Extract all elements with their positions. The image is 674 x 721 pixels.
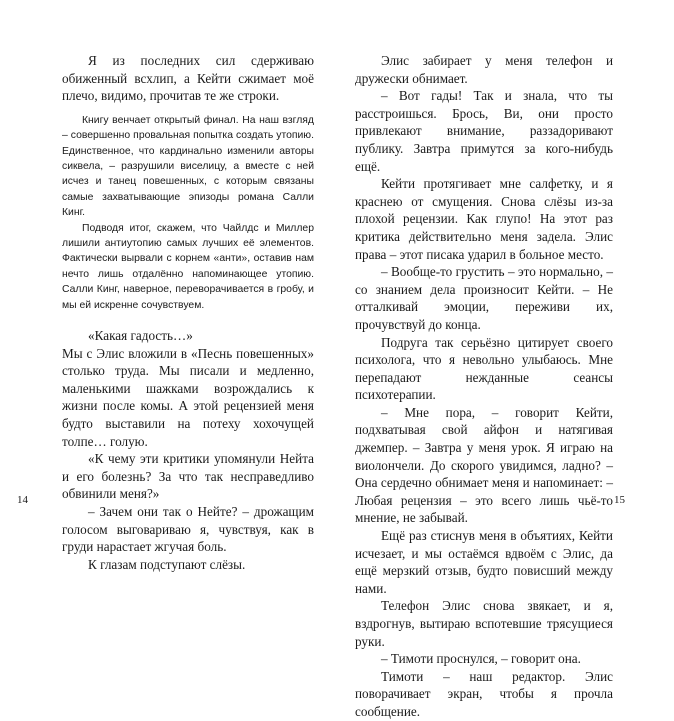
paragraph: Ещё раз стиснув меня в объятиях, Кейти исчезает, и мы остаёмся вдвоём с Элис, да ещё мерзкий отзыв, будто повисший между нами. [355,528,613,596]
paragraph: – Тимоти проснулся, – говорит она. [381,651,581,667]
left-page [0,0,337,572]
left-page-text [62,52,314,573]
right-page-text [355,52,613,721]
page-number: 15 [614,494,625,506]
paragraph: К глазам подступают слёзы. [88,556,246,572]
paragraph: Мы с Элис вложили в «Песнь повешенных» столько труда. Мы писали и медленно, маленькими шажками возрождались к жизни после комы. А этой рецензией меня будто выставили на потеху хохочущей толпе… голую. [62,345,314,449]
review-quote [62,113,314,313]
paragraph: Подруга так серьёзно цитирует своего психолога, что я невольно улыбаюсь. Мне перепадают нежданные сеансы психотерапии. [355,334,613,403]
paragraph: «К чему эти критики упомянули Нейта и его болезнь? За что так несправедливо обвинили меня?» [62,451,314,502]
paragraph: – Зачем они так о Нейте? – дрожащим голосом выговариваю я, чувствуя, как в груди нарастает жгучая боль. [62,504,314,555]
paragraph: – Вообще-то грустить – это нормально, – со знанием дела произносит Кейти. – Не отталкивай эмоции, переживи их, прочувствуй до конца. [355,264,613,332]
quote-paragraph: Подводя итог, скажем, что Чайлдс и Миллер лишили антиутопию самых лучших её элементов. Фактически вырвали с корнем «анти», оставив нам нечто лишь отдалённо напоминающее утопию. Салли Кинг, наверное, переворачивается в гробу, и мы ей искренне сочувствуем. [62,222,314,311]
paragraph: – Вот гады! Так и знала, что ты расстроишься. Брось, Ви, они просто привлекают внимание, раззадоривают публику. Завтра примутся за кого-нибудь ещё. [355,88,613,174]
paragraph: Тимоти – наш редактор. Элис поворачивает экран, чтобы я прочла сообщение. [355,668,613,719]
paragraph: Элис забирает у меня телефон и дружески обнимает. [355,53,613,86]
paragraph: – Мне пора, – говорит Кейти, подхватывая свой айфон и натягивая джемпер. – Завтра у меня урок. Я играю на виолончели. До скорого увидимся, ладно? – Она сердечно обнимает меня и напоминает: – Любая рецензия – это всего лишь чьё-то мнение, не забывай. [355,404,613,526]
paragraph: Кейти протягивает мне салфетку, и я краснею от смущения. Снова слёзы из-за плохой рецензии. Как глупо! На этот раз критика действительно меня задела. Элис права – этот писака ударил в больное место. [355,176,613,262]
paragraph: «Какая гадость…» [88,328,193,344]
right-page [337,0,674,719]
page-number: 14 [17,494,28,506]
quote-paragraph: Книгу венчает открытый финал. На наш взгляд – совершенно провальная попытка создать утопию. Единственное, что кардинально изменили авторы сиквела, – разрушили виселицу, а вместе с ней исчез и танец повешенных, с которым связаны самые захватывающие эпизоды романа Салли Кинг. [62,114,314,219]
paragraph: Телефон Элис снова звякает, и я, вздрогнув, вытираю вспотевшие трясущиеся руки. [355,598,613,649]
paragraph: Я из последних сил сдерживаю обиженный всхлип, а Кейти сжимает моё плечо, видимо, прочитав те же строки. [62,53,314,104]
